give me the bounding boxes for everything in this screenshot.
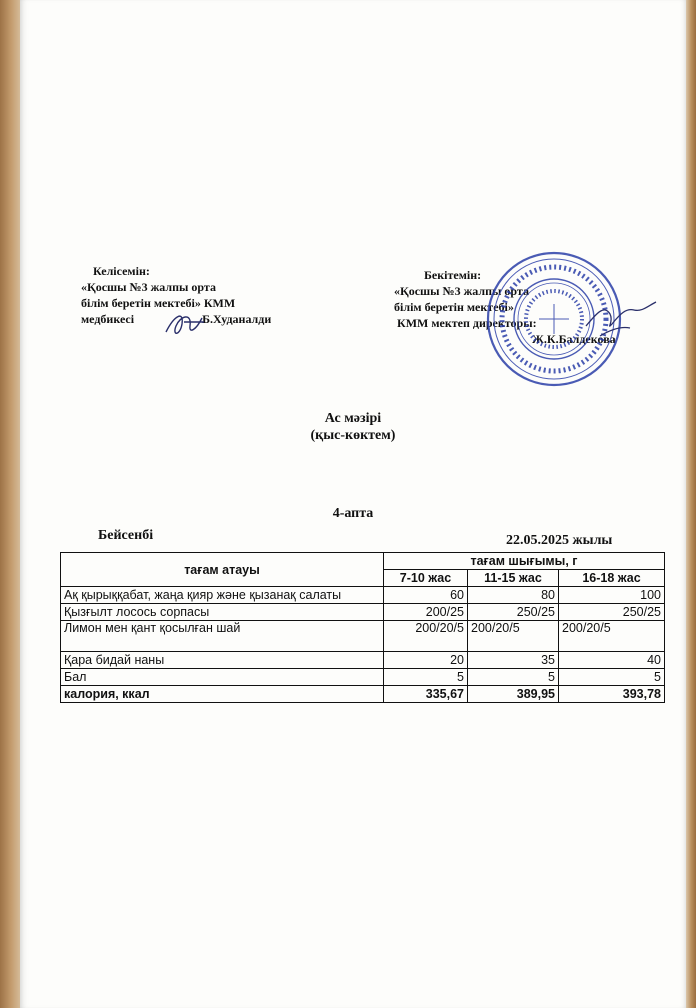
approval-left-position: медбикесі <box>81 312 135 326</box>
portion-11-15: 80 <box>468 587 559 604</box>
portion-11-15: 250/25 <box>468 604 559 621</box>
menu-week: 4-апта <box>332 506 374 521</box>
dish-name: Ақ қырыққабат, жаңа қияр және қызанақ салаты <box>61 587 384 604</box>
header-age-3: 16-18 жас <box>559 570 665 587</box>
approval-right-line2: «Қосшы №3 жалпы орта <box>394 284 529 298</box>
portion-11-15: 35 <box>468 652 559 669</box>
portion-7-10: 200/25 <box>384 604 468 621</box>
table-row <box>61 669 665 686</box>
header-age-2: 11-15 жас <box>468 570 559 587</box>
document-page <box>20 0 686 1008</box>
portion-7-10: 60 <box>384 587 468 604</box>
portion-16-18: 250/25 <box>559 604 665 621</box>
portion-7-10: 5 <box>384 669 468 686</box>
portion-16-18: 100 <box>559 587 665 604</box>
approval-right-line3: білім беретін мектебі» <box>394 300 514 314</box>
approval-right-line1: Бекітемін: <box>424 268 482 282</box>
table-total-row <box>61 686 665 703</box>
portion-16-18: 40 <box>559 652 665 669</box>
portion-16-18: 5 <box>559 669 665 686</box>
approval-right-line4: КММ мектеп директоры: <box>397 316 537 330</box>
nurse-signature <box>162 306 208 340</box>
menu-title: Ас мәзірі <box>324 411 382 426</box>
table-row <box>61 604 665 621</box>
table-row <box>61 621 665 652</box>
dish-name: Қара бидай наны <box>61 652 384 669</box>
wood-background-left <box>0 0 22 1008</box>
approval-left-line2: «Қосшы №3 жалпы орта <box>81 280 216 294</box>
portion-7-10: 200/20/5 <box>384 621 468 652</box>
approval-left-line3: білім беретін мектебі» КММ <box>81 296 236 310</box>
header-age-1: 7-10 жас <box>384 570 468 587</box>
weekday: Бейсенбі <box>98 528 154 543</box>
total-11-15: 389,95 <box>468 686 559 703</box>
approval-left-line1: Келісемін: <box>93 264 150 278</box>
total-16-18: 393,78 <box>559 686 665 703</box>
total-label: калория, ккал <box>61 686 384 703</box>
approval-right-line5: Ж.К.Балдекова <box>532 332 616 346</box>
portion-11-15: 5 <box>468 669 559 686</box>
dish-name: Қызғылт лосось сорпасы <box>61 604 384 621</box>
menu-season: (қыс-көктем) <box>310 428 396 443</box>
dish-name: Лимон мен қант қосылған шай <box>61 621 384 652</box>
portion-11-15: 200/20/5 <box>468 621 559 652</box>
portion-7-10: 20 <box>384 652 468 669</box>
table-row <box>61 652 665 669</box>
total-7-10: 335,67 <box>384 686 468 703</box>
menu-table <box>60 552 665 703</box>
header-dish-name: тағам атауы <box>61 553 384 587</box>
header-output: тағам шығымы, г <box>384 553 665 570</box>
portion-16-18: 200/20/5 <box>559 621 665 652</box>
approval-left-name: Б.Худаналди <box>202 312 272 326</box>
table-row <box>61 587 665 604</box>
dish-name: Бал <box>61 669 384 686</box>
table-header-row <box>61 553 665 570</box>
menu-date: 22.05.2025 жылы <box>506 533 613 548</box>
director-signature <box>580 296 660 342</box>
